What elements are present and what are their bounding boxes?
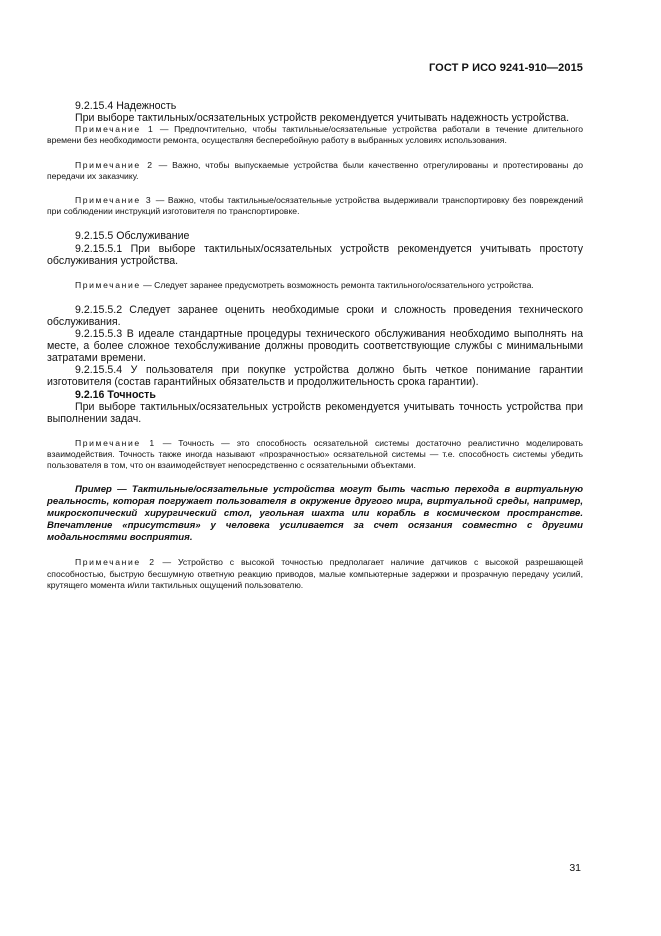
paragraph-maintenance-2: 9.2.15.5.2 Следует заранее оценить необходимые сроки и сложность проведения технического обслуживания. (47, 303, 583, 328)
note-reliability-2 (47, 160, 583, 182)
note-label: Примечание (75, 279, 141, 290)
page-body (47, 100, 583, 591)
note-reliability-1 (47, 124, 583, 146)
note-accuracy-1 (47, 438, 583, 472)
note-text: — Предпочтительно, чтобы тактильные/осязательные устройства работали в течение длительного времени без необходимости ремонта, осуществляя бесперебойную работу в выбранных условиях использования. (47, 124, 584, 146)
note-accuracy-2 (47, 557, 583, 591)
note-text: — Устройство с высокой точностью предполагает наличие датчиков с высокой разрешающей способностью, быструю бесшумную ответную реакцию приводов, малые компьютерные задержки и прозрачную передачу усилий, крутящего момента и/или тактильных ощущений пользователю. (47, 557, 584, 590)
note-label: Примечание 2 (75, 557, 156, 568)
section-heading-reliability: 9.2.15.4 Надежность (75, 100, 177, 112)
section-heading-maintenance: 9.2.15.5 Обслуживание (75, 230, 190, 243)
section-heading-accuracy: 9.2.16 Точность (75, 388, 156, 401)
document-code: ГОСТ Р ИСО 9241-910—2015 (428, 62, 583, 74)
note-label: Примечание 1 (75, 124, 155, 135)
note-text: — Следует заранее предусмотреть возможность ремонта тактильного/осязательного устройства. (140, 279, 534, 290)
paragraph-maintenance-4: 9.2.15.5.4 У пользователя при покупке устройства должно быть четкое понимание гарантии изготовителя (состав гарантийных обязательств и продолжительность срока гарантии). (47, 364, 583, 389)
note-text: — Точность — это способность осязательной системы достаточно реалистично моделировать взаимодействия. Точность также иногда называют «прозрачностью» осязательной системы — т.е. способность системы убедить пользователя в том, что он взаимодействует непосредственно с осязательными объектами. (47, 437, 584, 471)
note-label: Примечание 3 (75, 195, 153, 205)
example-accuracy: Пример — Тактильные/осязательные устройства могут быть частью перехода в виртуальную реальность, которая погружает пользователя в окружение другого мира, виртуальной среды, например, микроскопический хирургический стол, угольная шахта или корабль в космическом пространстве. Впечатление «присутствия» у человека усиливается за счет осязания совместно с другими модальностями восприятия. (47, 484, 583, 544)
paragraph-maintenance-1: 9.2.15.5.1 При выборе тактильных/осязательных устройств рекомендуется учитывать простоту обслуживания устройства. (47, 242, 583, 267)
note-maintenance (47, 280, 583, 291)
note-text: — Важно, чтобы тактильные/осязательные устройства выдерживали транспортировку без повреждений при соблюдении инструкций изготовителя по транспортировке. (47, 195, 584, 217)
paragraph-maintenance-3: 9.2.15.5.3 В идеале стандартные процедуры технического обслуживания необходимо выполнять на месте, а более сложное техобслуживание должны проводить соответствующие службы с минимальными затратами времени. (47, 328, 583, 365)
note-label: Примечание 1 (75, 437, 156, 448)
paragraph-accuracy: При выборе тактильных/осязательных устройств рекомендуется учитывать точность устройства при выполнении задач. (47, 400, 583, 425)
page-number: 31 (569, 862, 581, 874)
note-text: — Важно, чтобы выпускаемые устройства были качественно отрегулированы и протестированы до передачи их заказчику. (47, 159, 584, 181)
note-reliability-3 (47, 195, 583, 217)
paragraph-reliability: При выборе тактильных/осязательных устройств рекомендуется учитывать надежность устройства. (75, 112, 570, 125)
note-label: Примечание 2 (75, 159, 154, 170)
